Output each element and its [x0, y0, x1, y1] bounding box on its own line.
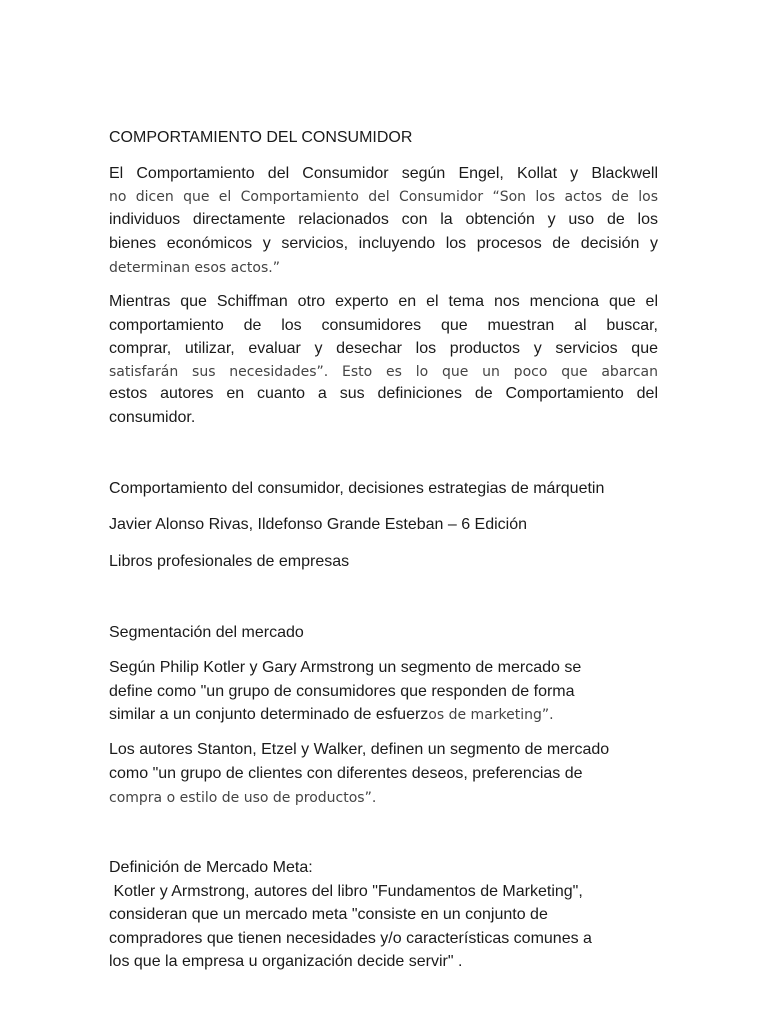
- paragraph-line: satisfarán sus necesidades”. Esto es lo que un poco que abarcan: [109, 364, 658, 380]
- paragraph-line: estos autores en cuanto a sus definiciones de Comportamiento del: [109, 385, 658, 402]
- reference-title: Comportamiento del consumidor, decisiones estrategias de márquetin: [109, 480, 605, 497]
- paragraph-text: os de marketing”.: [428, 707, 554, 723]
- section-heading-mercado-meta: Definición de Mercado Meta:: [109, 859, 313, 876]
- paragraph-line: comportamiento de los consumidores que muestran al buscar,: [109, 317, 658, 334]
- paragraph-line: consideran que un mercado meta "consiste en un conjunto de: [109, 906, 548, 923]
- paragraph-line: compra o estilo de uso de productos”.: [109, 790, 377, 806]
- section-heading-segmentacion: Segmentación del mercado: [109, 624, 304, 641]
- paragraph-line: Según Philip Kotler y Gary Armstrong un segmento de mercado se: [109, 659, 582, 676]
- paragraph-line: El Comportamiento del Consumidor según Engel, Kollat y Blackwell: [109, 165, 658, 182]
- paragraph-line: los que la empresa u organización decide servir" .: [109, 953, 463, 970]
- paragraph-line: [109, 705, 554, 725]
- paragraph-line: individuos directamente relacionados con la obtención y uso de los: [109, 211, 658, 228]
- paragraph-line: Mientras que Schiffman otro experto en el tema nos menciona que el: [109, 293, 658, 310]
- paragraph-line: no dicen que el Comportamiento del Consumidor “Son los actos de los: [109, 189, 658, 205]
- paragraph-line: comprar, utilizar, evaluar y desechar los productos y servicios que: [109, 340, 658, 357]
- paragraph-line: Los autores Stanton, Etzel y Walker, definen un segmento de mercado: [109, 741, 610, 758]
- paragraph-text: similar a un conjunto determinado de esfuerz: [109, 706, 429, 723]
- paragraph-line: consumidor.: [109, 409, 196, 426]
- paragraph-line: define como "un grupo de consumidores que responden de forma: [109, 683, 575, 700]
- paragraph-line: bienes económicos y servicios, incluyendo los procesos de decisión y: [109, 235, 658, 252]
- paragraph-line: determinan esos actos.”: [109, 260, 280, 276]
- section-heading-comportamiento: COMPORTAMIENTO DEL CONSUMIDOR: [109, 129, 413, 146]
- reference-authors: Javier Alonso Rivas, Ildefonso Grande Esteban – 6 Edición: [109, 516, 528, 533]
- reference-publisher: Libros profesionales de empresas: [109, 553, 350, 570]
- paragraph-line: compradores que tienen necesidades y/o características comunes a: [109, 930, 592, 947]
- paragraph-line: Kotler y Armstrong, autores del libro "Fundamentos de Marketing",: [109, 883, 583, 900]
- paragraph-line: como "un grupo de clientes con diferentes deseos, preferencias de: [109, 765, 583, 782]
